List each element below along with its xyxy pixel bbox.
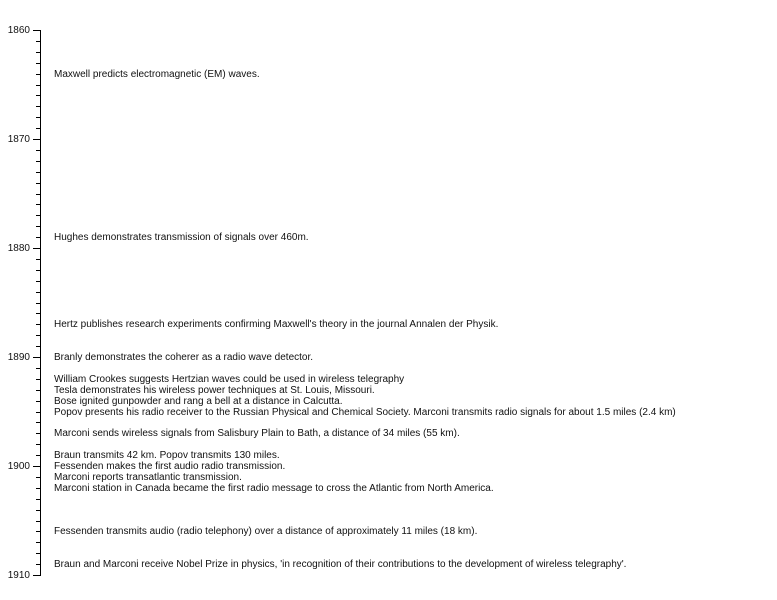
y-axis-tick-label: 1910 (7, 569, 30, 581)
y-axis-minor-tick (36, 150, 40, 151)
y-axis-major-tick (33, 357, 40, 358)
y-axis-minor-tick (36, 281, 40, 282)
y-axis-minor-tick (36, 63, 40, 64)
y-axis-major-tick (33, 139, 40, 140)
y-axis-minor-tick (36, 313, 40, 314)
y-axis-minor-tick (36, 510, 40, 511)
y-axis-major-tick (33, 466, 40, 467)
y-axis-minor-tick (36, 455, 40, 456)
y-axis-minor-tick (36, 303, 40, 304)
y-axis-minor-tick (36, 477, 40, 478)
y-axis-tick-label: 1890 (7, 351, 30, 363)
timeline-event-label: Fessenden makes the first audio radio transmission. (54, 461, 286, 472)
timeline-event-label: Popov presents his radio receiver to the Russian Physical and Chemical Society. Marconi transmits radio signals for about 1.5 miles (2.4 km) (54, 406, 676, 418)
y-axis-tick-label: 1870 (7, 133, 30, 145)
y-axis-line (40, 30, 41, 576)
timeline-event-label: Braun transmits 42 km. Popov transmits 130 miles. (54, 450, 280, 462)
y-axis-minor-tick (36, 259, 40, 260)
y-axis-minor-tick (36, 161, 40, 162)
y-axis-minor-tick (36, 292, 40, 293)
y-axis-tick-label: 1900 (7, 460, 30, 472)
timeline-event-label: William Crookes suggests Hertzian waves could be used in wireless telegraphy (54, 373, 405, 385)
timeline-event-label: Branly demonstrates the coherer as a radio wave detector. (54, 352, 314, 363)
y-axis-minor-tick (36, 564, 40, 565)
timeline-event-label: Hertz publishes research experiments confirming Maxwell's theory in the journal Annalen der Physik. (54, 319, 499, 331)
y-axis-minor-tick (36, 346, 40, 347)
y-axis-minor-tick (36, 433, 40, 434)
y-axis-minor-tick (36, 553, 40, 554)
y-axis-minor-tick (36, 172, 40, 173)
y-axis-minor-tick (36, 444, 40, 445)
timeline-event-label: Bose ignited gunpowder and rang a bell at a distance in Calcutta. (54, 395, 343, 407)
y-axis-minor-tick (36, 401, 40, 402)
timeline-event-label: Hughes demonstrates transmission of signals over 460m. (54, 232, 309, 244)
y-axis-minor-tick (36, 74, 40, 75)
y-axis-minor-tick (36, 117, 40, 118)
timeline-event-label: Braun and Marconi receive Nobel Prize in physics, 'in recognition of their contributions to the development of wireless telegraphy'. (54, 559, 627, 571)
y-axis-minor-tick (36, 106, 40, 107)
y-axis-major-tick (33, 248, 40, 249)
y-axis-minor-tick (36, 52, 40, 53)
timeline-event-label: Maxwell predicts electromagnetic (EM) waves. (54, 68, 260, 80)
y-axis-minor-tick (36, 41, 40, 42)
y-axis-minor-tick (36, 183, 40, 184)
y-axis-minor-tick (36, 237, 40, 238)
y-axis-tick-label: 1880 (7, 242, 30, 254)
y-axis-tick-label: 1860 (7, 24, 30, 36)
y-axis-minor-tick (36, 324, 40, 325)
timeline-event-label: Marconi sends wireless signals from Salisbury Plain to Bath, a distance of 34 miles (55 km). (54, 428, 460, 440)
y-axis-minor-tick (36, 270, 40, 271)
y-axis-minor-tick (36, 128, 40, 129)
y-axis-minor-tick (36, 194, 40, 195)
timeline-event-label: Tesla demonstrates his wireless power techniques at St. Louis, Missouri. (54, 384, 375, 396)
y-axis-minor-tick (36, 531, 40, 532)
timeline-event-label: Marconi reports transatlantic transmission. (54, 471, 242, 483)
y-axis-minor-tick (36, 95, 40, 96)
y-axis-minor-tick (36, 335, 40, 336)
y-axis-minor-tick (36, 85, 40, 86)
timeline-event-label: Marconi station in Canada became the first radio message to cross the Atlantic from North America. (54, 482, 494, 494)
y-axis-minor-tick (36, 379, 40, 380)
y-axis-minor-tick (36, 204, 40, 205)
y-axis-minor-tick (36, 521, 40, 522)
y-axis-minor-tick (36, 488, 40, 489)
y-axis-minor-tick (36, 422, 40, 423)
y-axis-major-tick (33, 30, 40, 31)
timeline-event-label: Fessenden transmits audio (radio telephony) over a distance of approximately 11 miles (18 km). (54, 526, 478, 538)
y-axis-minor-tick (36, 412, 40, 413)
y-axis-minor-tick (36, 499, 40, 500)
y-axis-minor-tick (36, 215, 40, 216)
y-axis-major-tick (33, 575, 40, 576)
y-axis-minor-tick (36, 542, 40, 543)
y-axis-minor-tick (36, 226, 40, 227)
y-axis-minor-tick (36, 368, 40, 369)
y-axis-minor-tick (36, 390, 40, 391)
